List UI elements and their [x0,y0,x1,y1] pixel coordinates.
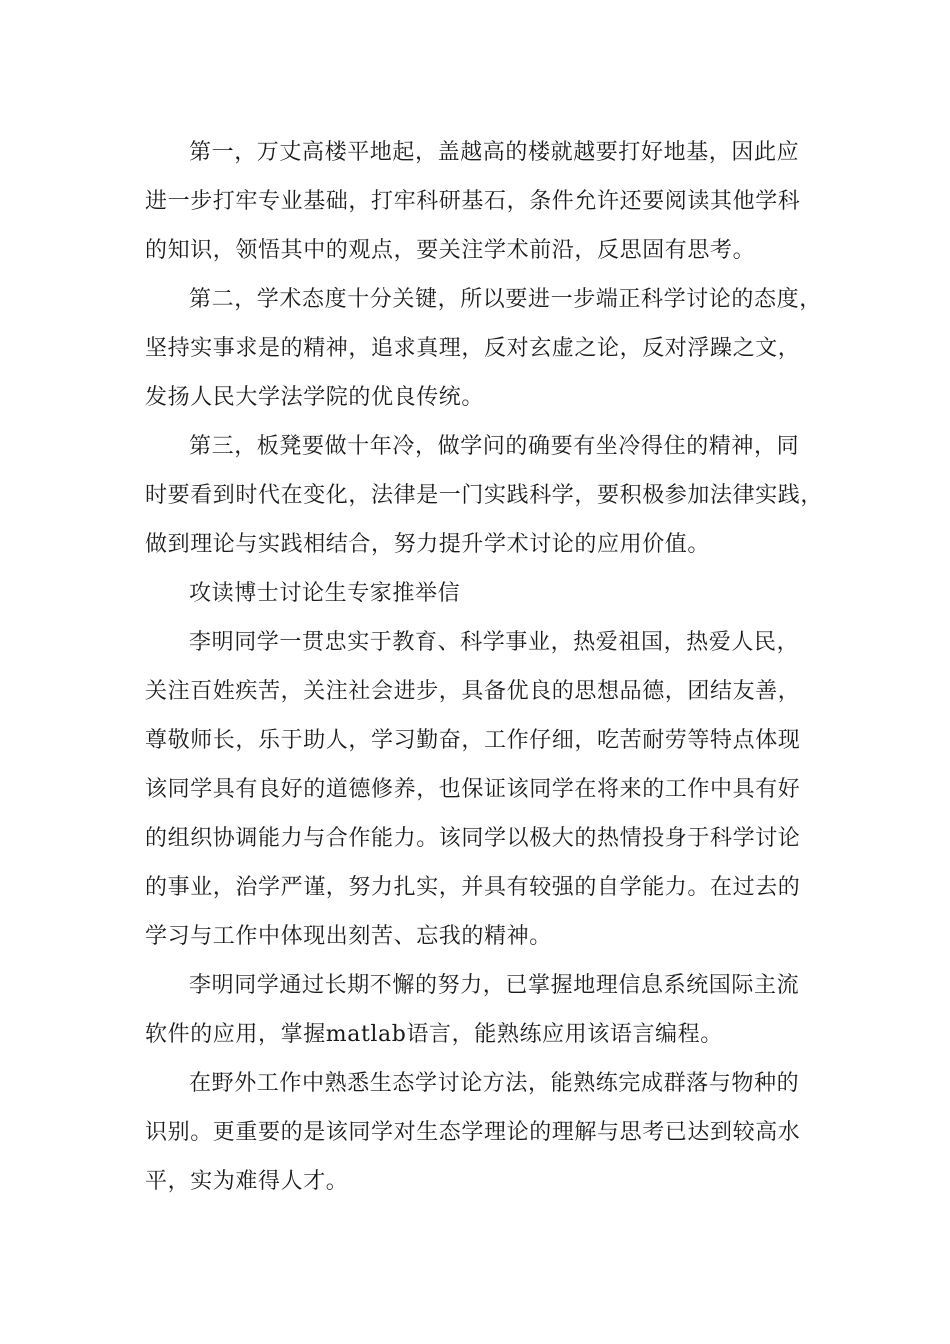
paragraph-line: 识别。更重要的是该同学对生态学理论的理解与思考已达到较高水 [145,1120,801,1145]
paragraph-line: 的事业，治学严谨，努力扎实，并具有较强的自学能力。在过去的 [145,875,801,900]
paragraph-5 [145,961,825,1059]
paragraph-line: 坚持实事求是的精神，追求真理，反对玄虚之论，反对浮躁之文， [145,336,801,361]
paragraph-6 [145,1059,825,1206]
paragraph-line: 尊敬师长，乐于助人，学习勤奋，工作仔细，吃苦耐劳等特点体现 [145,728,801,753]
paragraph-line: 的组织协调能力与合作能力。该同学以极大的热情投身于科学讨论 [145,826,801,851]
paragraph-line: 第三，板凳要做十年冷，做学问的确要有坐冷得住的精神，同 [189,434,800,459]
paragraph-line: 在野外工作中熟悉生态学讨论方法，能熟练完成群落与物种的 [189,1071,800,1096]
document-body [145,128,825,1206]
paragraph-line: 的知识，领悟其中的观点，要关注学术前沿，反思固有思考。 [145,238,756,263]
paragraph-line: 时要看到时代在变化，法律是一门实践科学，要积极参加法律实践， [145,483,824,508]
paragraph-line: 做到理论与实践相结合，努力提升学术讨论的应用价值。 [145,532,711,557]
paragraph-line: 李明同学一贯忠实于教育、科学事业，热爱祖国，热爱人民， [189,630,800,655]
paragraph-1 [145,128,825,275]
paragraph-line: 进一步打牢专业基础，打牢科研基石，条件允许还要阅读其他学科 [145,189,801,214]
paragraph-3 [145,422,825,569]
paragraph-4 [145,618,825,961]
paragraph-line: 第二，学术态度十分关键，所以要进一步端正科学讨论的态度， [189,287,822,312]
paragraph-line: 平，实为难得人才。 [145,1169,349,1194]
section-heading [145,569,825,618]
paragraph-line: 关注百姓疾苦，关注社会进步，具备优良的思想品德，团结友善， [145,679,801,704]
paragraph-line: 李明同学通过长期不懈的努力，已掌握地理信息系统国际主流 [189,973,800,998]
paragraph-2 [145,275,825,422]
paragraph-line: 发扬人民大学法学院的优良传统。 [145,385,485,410]
paragraph-line: 学习与工作中体现出刻苦、忘我的精神。 [145,924,552,949]
paragraph-line: 软件的应用，掌握matlab语言，能熟练应用该语言编程。 [145,1022,723,1047]
paragraph-line: 该同学具有良好的道德修养，也保证该同学在将来的工作中具有好 [145,777,801,802]
heading-line: 攻读博士讨论生专家推举信 [189,581,461,606]
paragraph-line: 第一，万丈高楼平地起，盖越高的楼就越要打好地基，因此应 [189,140,800,165]
